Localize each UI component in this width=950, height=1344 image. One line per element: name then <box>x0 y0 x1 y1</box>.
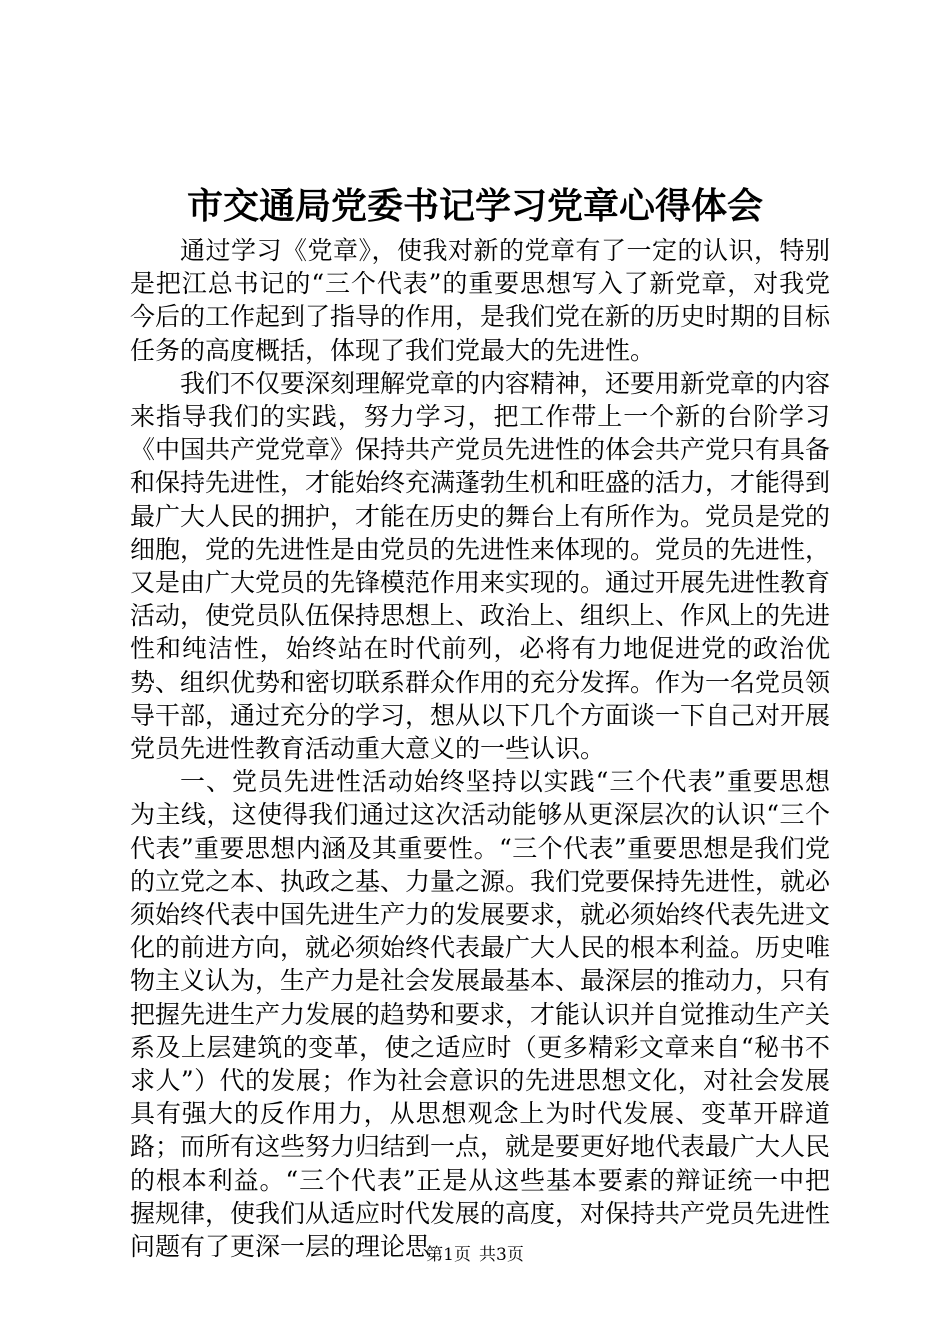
paragraph-3: 一、党员先进性活动始终坚持以实践“三个代表”重要思想为主线，这使得我们通过这次活动能够从更深层次的认识“三个代表”重要思想内涵及其重要性。“三个代表”重要思想是我们党的立党之本、执政之基、力量之源。我们党要保持先进性，就必须始终代表中国先进生产力的发展要求，就必须始终代表先进文化的前进方向，就必须始终代表最广大人民的根本利益。历史唯物主义认为，生产力是社会发展最基本、最深层的推动力，只有把握先进生产力发展的趋势和要求，才能认识并自觉推动生产关系及上层建筑的变革，使之适应时（更多精彩文章来自“秘书不求人”）代的发展；作为社会意识的先进思想文化，对社会发展具有强大的反作用力，从思想观念上为时代发展、变革开辟道路；而所有这些努力归结到一点，就是要更好地代表最广大人民的根本利益。“三个代表”正是从这些基本要素的辩证统一中把握规律，使我们从适应时代发展的高度，对保持共产党员先进性问题有了更深一层的理论思 <box>130 767 831 1262</box>
document-body <box>130 234 830 1263</box>
paragraph-1: 通过学习《党章》，使我对新的党章有了一定的认识，特别是把江总书记的“三个代表”的重要思想写入了新党章，对我党今后的工作起到了指导的作用，是我们党在新的历史时期的目标任务的高度概括，体现了我们党最大的先进性。 <box>130 236 831 365</box>
document-title: 市交通局党委书记学习党章心得体会 <box>186 185 763 227</box>
page-number: 第1页 <box>426 1245 471 1265</box>
page-total: 共3页 <box>479 1245 524 1265</box>
page-footer <box>0 1243 950 1267</box>
paragraph-2: 我们不仅要深刻理解党章的内容精神，还要用新党章的内容来指导我们的实践，努力学习，把工作带上一个新的台阶学习《中国共产党党章》保持共产党员先进性的体会共产党只有具备和保持先进性，才能始终充满蓬勃生机和旺盛的活力，才能得到最广大人民的拥护，才能在历史的舞台上有所作为。党员是党的细胞，党的先进性是由党员的先进性来体现的。党员的先进性，又是由广大党员的先锋模范作用来实现的。通过开展先进性教育活动，使党员队伍保持思想上、政治上、组织上、作风上的先进性和纯洁性，始终站在时代前列，必将有力地促进党的政治优势、组织优势和密切联系群众作用的充分发挥。作为一名党员领导干部，通过充分的学习，想从以下几个方面谈一下自己对开展党员先进性教育活动重大意义的一些认识。 <box>130 368 831 764</box>
